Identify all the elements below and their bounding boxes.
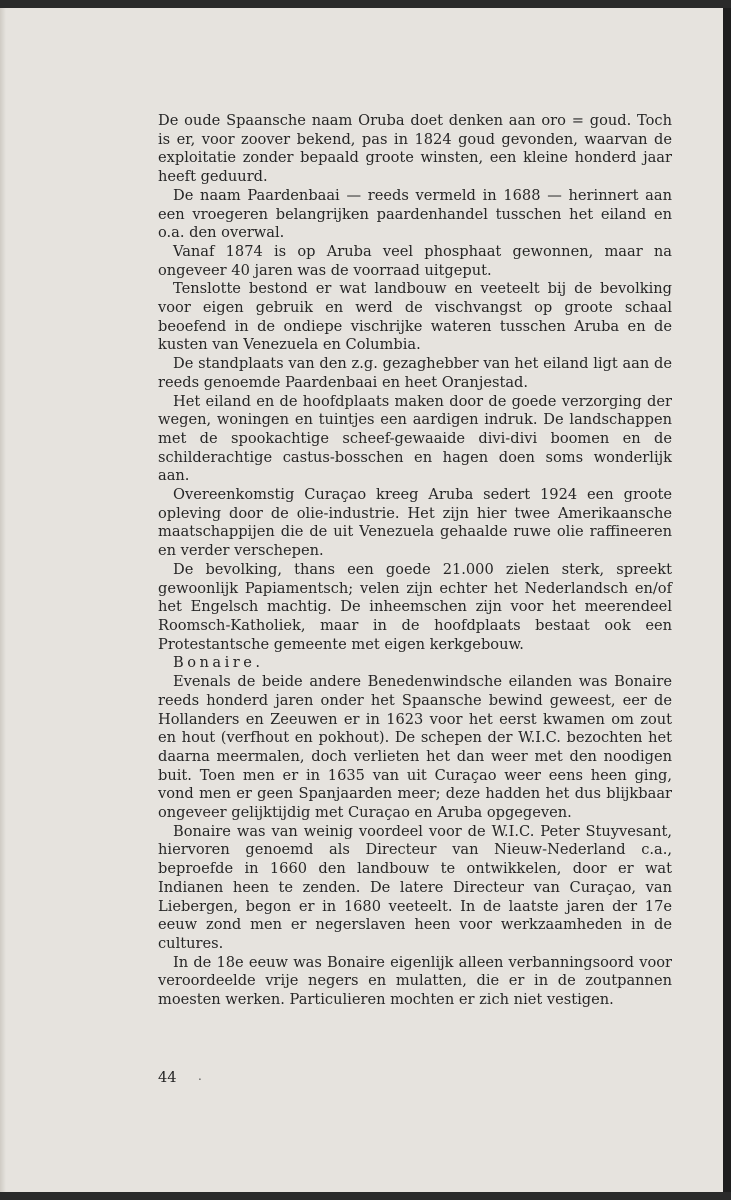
page-body <box>158 112 672 1010</box>
paragraph: Vanaf 1874 is op Aruba veel phosphaat gewonnen, maar na ongeveer 40 jaren was de voorraad uitgeput. <box>158 242 672 279</box>
page-mark: . <box>198 1069 202 1083</box>
paragraph: Tenslotte bestond er wat landbouw en veeteelt bij de bevolking voor eigen gebruik en werd de vischvangst op groote schaal beoefend in de ondiepe vischrijke wateren tusschen Aruba en de kusten van Venezuela en Columbia. <box>158 280 672 354</box>
paragraph: Bonaire was van weinig voordeel voor de W.I.C. Peter Stuyvesant, hiervoren genoemd als Directeur van Nieuw-Nederland c.a., beproefde in 1660 den landbouw te ontwikkelen, door er wat Indianen heen te zenden. De latere Directeur van Curaçao, van Liebergen, begon er in 1680 veeteelt. In de laatste jaren der 17e eeuw zond men er negerslaven heen voor werkzaamheden in de cultures. <box>158 822 672 952</box>
paragraph: De standplaats van den z.g. gezaghebber van het eiland ligt aan de reeds genoemde Paardenbaai en heet Oranjestad. <box>158 355 672 391</box>
paragraph: In de 18e eeuw was Bonaire eigenlijk alleen verbanningsoord voor veroordeelde vrije negers en mulatten, die er in de zoutpannen moesten werken. Particulieren mochten er zich niet vestigen. <box>158 953 672 1009</box>
paragraph: De bevolking, thans een goede 21.000 zielen sterk, spreekt gewoonlijk Papiamentsch; velen zijn echter het Nederlandsch en/of het Engelsch machtig. De inheemschen zijn voor het meerendeel Roomsch-Katholiek, maar in de hoofdplaats bestaat ook een Protestantsche gemeente met eigen kerkgebouw. <box>158 560 672 653</box>
paragraph: Overeenkomstig Curaçao kreeg Aruba sedert 1924 een groote opleving door de olie-industrie. Het zijn hier twee Amerikaansche maatschappijen die de uit Venezuela gehaalde ruwe olie raffineeren en verder verschepen. <box>158 486 672 560</box>
paragraph: De naam Paardenbaai — reeds vermeld in 1688 — herinnert aan een vroegeren belangrijken paardenhandel tusschen het eiland en o.a. den overwal. <box>158 186 672 242</box>
page-number: 44 <box>158 1069 177 1086</box>
scan-edge <box>723 8 731 1192</box>
paragraph: Het eiland en de hoofdplaats maken door de goede verzorging der wegen, woningen en tuintjes een aardigen indruk. De landschappen met de spookachtige scheef-gewaaide divi-divi boomen en de schilderachtige castus-bosschen en hagen doen soms wonderlijk aan. <box>158 392 672 485</box>
book-page <box>0 8 723 1192</box>
paragraph: Evenals de beide andere Benedenwindsche eilanden was Bonaire reeds honderd jaren onder het Spaansche bewind geweest, eer de Hollanders en Zeeuwen er in 1623 voor het eerst kwamen om zout en hout (verfhout en pokhout). De schepen der W.I.C. bezochten het daarna meermalen, doch verlieten het dan weer met den noodigen buit. Toen men er in 1635 van uit Curaçao weer eens heen ging, vond men er geen Spanjaarden meer; deze hadden het dus blijkbaar ongeveer gelijktijdig met Curaçao en Aruba opgegeven. <box>158 673 672 822</box>
paragraph: De oude Spaansche naam Oruba doet denken aan oro = goud. Toch is er, voor zoover bekend, pas in 1824 goud gevonden, waarvan de exploitatie zonder bepaald groote winsten, een kleine honderd jaar heeft geduurd. <box>158 112 672 186</box>
section-heading-bonaire: Bonaire. <box>173 654 264 672</box>
